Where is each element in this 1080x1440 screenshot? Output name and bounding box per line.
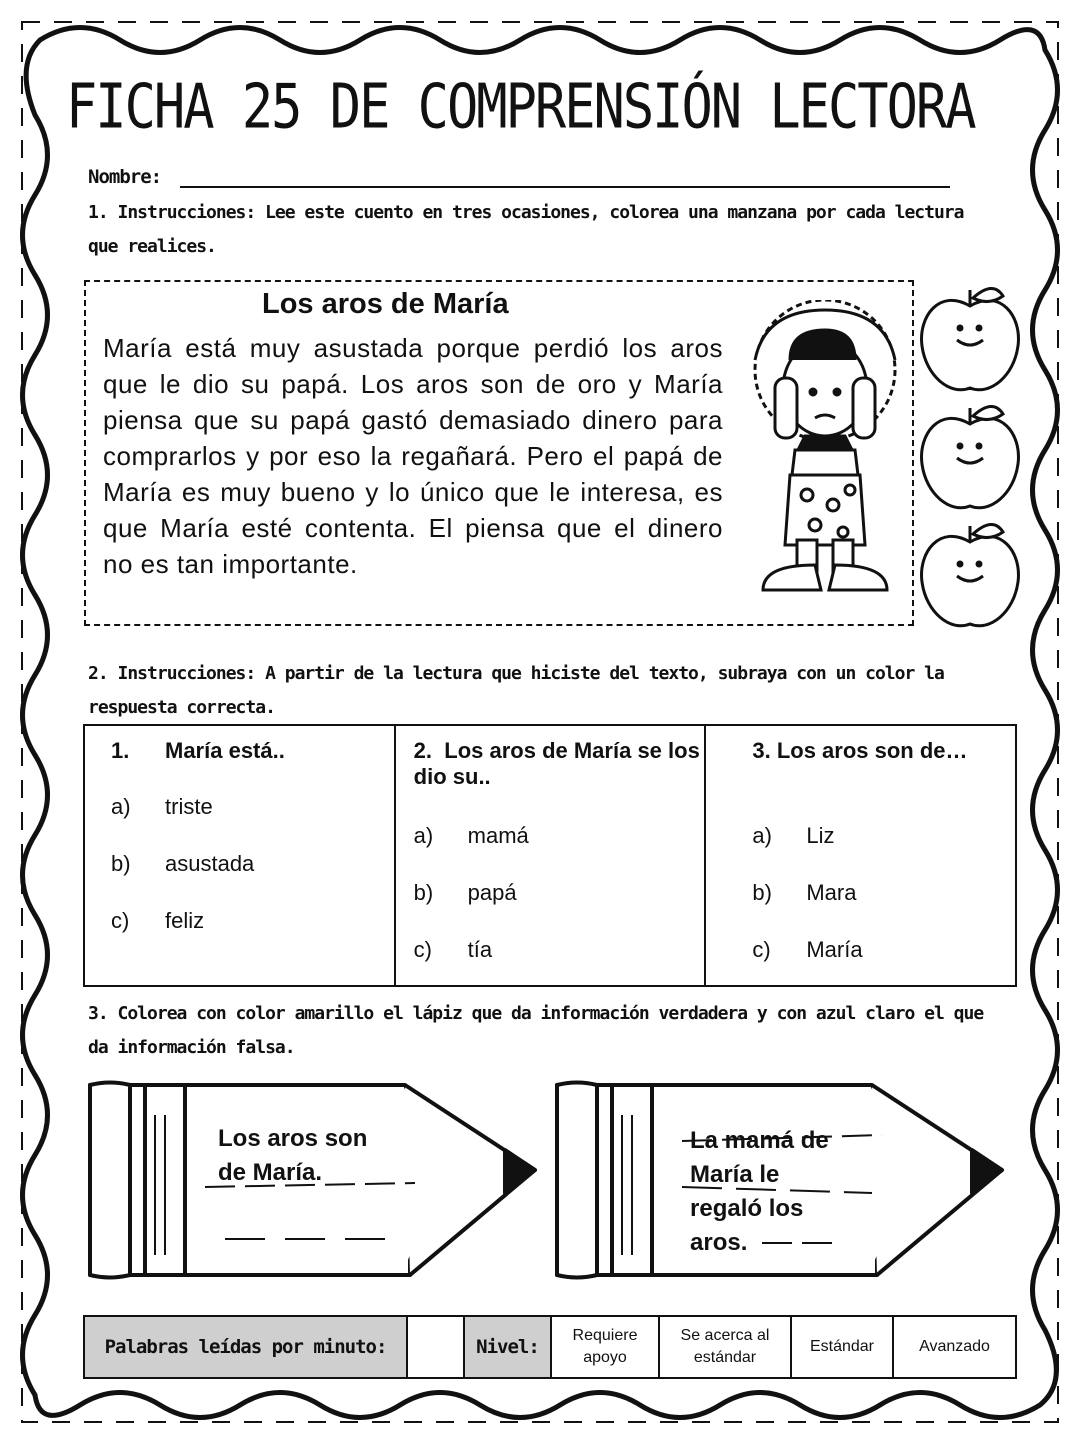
name-input-line[interactable] xyxy=(180,172,950,188)
instructions-3: 3. Colorea con color amarillo el lápiz que da información verdadera y con azul claro el que da información falsa. xyxy=(88,1003,984,1058)
question-1-option-b[interactable]: b) asustada xyxy=(111,851,255,876)
question-1-option-a[interactable]: a) triste xyxy=(111,794,213,819)
apple-icon[interactable] xyxy=(922,288,1019,389)
question-1-option-c[interactable]: c) feliz xyxy=(111,908,205,933)
question-2 xyxy=(396,726,707,985)
question-2-option-a[interactable]: a) mamá xyxy=(413,823,529,848)
pencil-1-text: Los aros son de María. xyxy=(218,1125,368,1186)
question-3-option-c[interactable]: c) María xyxy=(752,937,863,962)
question-1-number: 1. xyxy=(111,738,130,763)
level-se-acerca[interactable]: Se acerca al estándar xyxy=(660,1317,792,1377)
question-3-option-a[interactable]: a) Liz xyxy=(752,823,835,848)
level-requiere-apoyo[interactable]: Requiere apoyo xyxy=(552,1317,660,1377)
question-2-option-c[interactable]: c) tía xyxy=(413,937,493,962)
words-per-minute-input[interactable] xyxy=(408,1317,465,1377)
story-title: Los aros de María xyxy=(262,288,509,320)
apple-icon[interactable] xyxy=(922,406,1019,507)
question-3-text: 3. Los aros son de… xyxy=(752,738,968,763)
reading-rubric xyxy=(83,1315,1017,1379)
questions-table xyxy=(83,724,1017,987)
story-text: María está muy asustada porque perdió los aros que le dio su papá. Los aros son de oro y María piensa que su papá gastó demasiado dinero para comprarlos y por eso la regañará. Pero el papá de María es muy bueno y lo único que le interesa, es que María esté contenta. El piensa que el dinero no es tan importante. xyxy=(103,333,723,579)
words-per-minute-label: Palabras leídas por minuto: xyxy=(85,1317,408,1377)
pencil-2-text: La mamá de María le regaló los aros. xyxy=(690,1127,829,1256)
girl-illustration xyxy=(735,300,915,600)
name-label: Nombre: xyxy=(88,166,162,188)
instructions-1: 1. Instrucciones: Lee este cuento en tres ocasiones, colorea una manzana por cada lectura que realices. xyxy=(88,202,964,257)
question-2-text: 2. Los aros de María se los dio su.. xyxy=(413,738,700,789)
question-3-option-b[interactable]: b) Mara xyxy=(752,880,857,905)
question-1 xyxy=(85,726,396,985)
page-title: FICHA 25 DE COMPRENSIÓN LECTORA xyxy=(66,72,975,143)
level-label: Nivel: xyxy=(465,1317,552,1377)
level-estandar[interactable]: Estándar xyxy=(792,1317,894,1377)
level-avanzado[interactable]: Avanzado xyxy=(919,1338,990,1355)
instructions-2: 2. Instrucciones: A partir de la lectura que hiciste del texto, subraya con un color la respuesta correcta. xyxy=(88,663,944,718)
question-3 xyxy=(706,726,1015,985)
apples-group xyxy=(915,278,1025,628)
question-1-text: María está.. xyxy=(165,738,285,763)
apple-icon[interactable] xyxy=(922,524,1019,625)
question-2-option-b[interactable]: b) papá xyxy=(413,880,517,905)
name-row xyxy=(88,166,950,188)
